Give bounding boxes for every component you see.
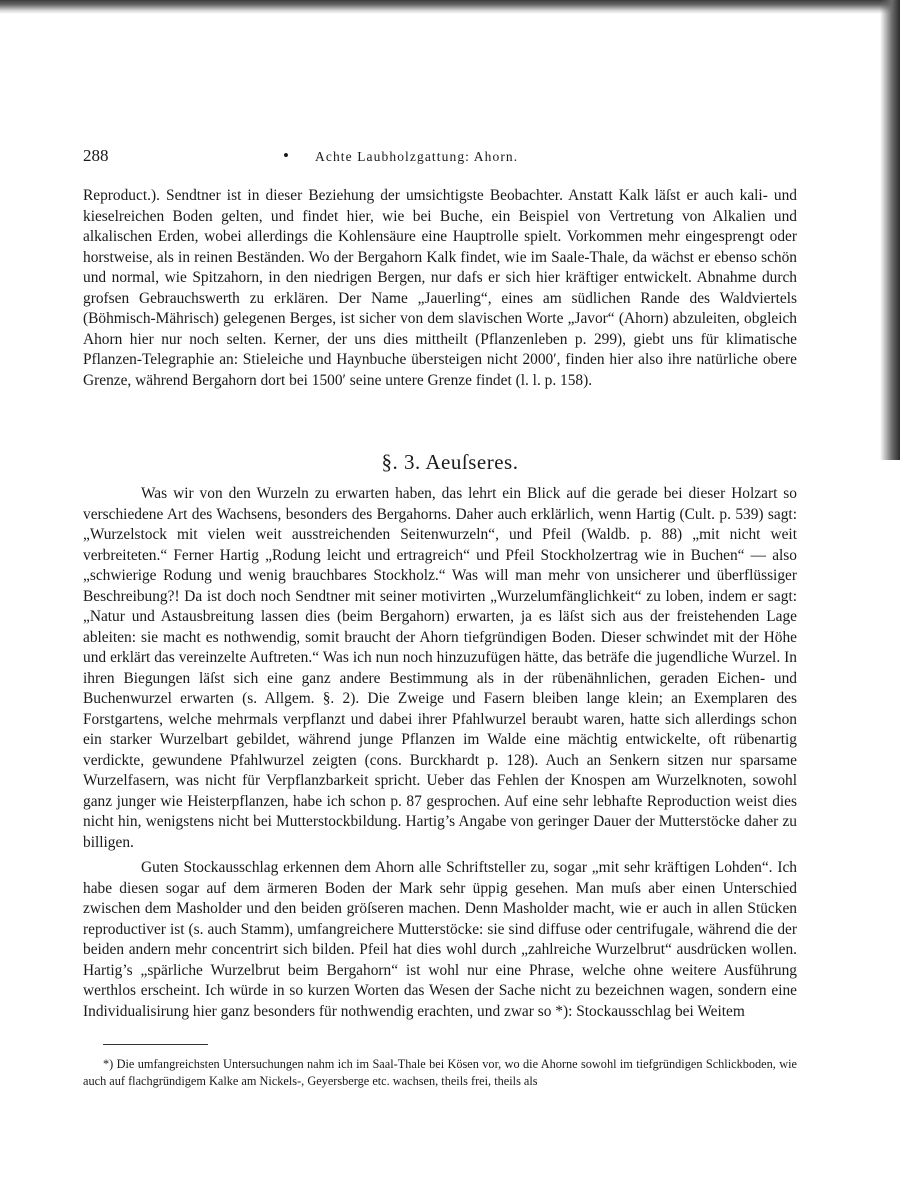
scan-right-edge bbox=[880, 0, 900, 460]
body-paragraph-1: Reproduct.). Sendtner ist in dieser Beziehung der umsichtigste Beobachter. Anstatt Kalk läſst er auch kali- und kieselreichen Boden gelten, und findet hier, wie bei Buche, ein Beispiel von Vertretung von Alkalien und alkalischen Erden, wobei allerdings die Kohlensäure eine Hauptrolle spielt. Vorkommen mehr eingesprengt oder horstweise, als in reinen Beständen. Wo der Bergahorn Kalk findet, wie im Saale-Thale, da wächst er ebenso schön und normal, wie Spitzahorn, in den niedrigen Bergen, nur dafs er sich hier kräftiger entwickelt. Abnahme durch grofsen Gebrauchswerth zu erklären. Der Name „Jauerling“, eines am südlichen Rande des Waldviertels (Böhmisch-Mährisch) gelegenen Berges, ist sicher von dem slavischen Worte „Javor“ (Ahorn) abzuleiten, obgleich Ahorn hier nur noch selten. Kerner, der uns dies mittheilt (Pflanzenleben p. 299), giebt uns für klimatische Pflanzen-Telegraphie an: Stieleiche und Haynbuche übersteigen nicht 2000′, finden hier also ihre natürliche obere Grenze, während Bergahorn dort bei 1500′ seine untere Grenze findet (l. l. p. 158). bbox=[83, 187, 797, 389]
header-dot: • bbox=[283, 146, 289, 165]
footnote: *) Die umfangreichsten Untersuchungen nahm ich im Saal-Thale bei Kösen vor, wo die Ahorne sowohl im tiefgründigen Schlickboden, wie auch auf flachgründigem Kalke am Nickels-, Geyersberge etc. wachsen, theils frei, theils als bbox=[83, 1057, 797, 1088]
scan-top-edge bbox=[0, 0, 900, 14]
page-number: 288 bbox=[83, 146, 109, 165]
body-paragraph-3: Guten Stockausschlag erkennen dem Ahorn alle Schriftsteller zu, sogar „mit sehr kräftigen Lohden“. Ich habe diesen sogar auf dem ärmeren Boden der Mark sehr üppig gesehen. Man muſs aber einen Unterschied zwischen dem Masholder und den beiden gröſseren machen. Denn Masholder macht, wie er auch in allen Stücken reproductiver ist (s. auch Stamm), umfangreichere Mutterstöcke: sie sind diffuse oder centrifugale, während die der beiden andern mehr concentrirt sich bilden. Pfeil hat dies wohl durch „zahlreiche Wurzelbrut“ ausdrücken wollen. Hartig’s „spärliche Wurzelbrut beim Bergahorn“ ist wohl nur eine Phrase, welche ohne weitere Ausführung werthlos erscheint. Ich würde in so kurzen Worten das Wesen der Sache nicht zu bezeichnen wagen, sondern eine Individualisirung hier ganz besonders für nothwendig erachten, und zwar so *): Stockausschlag bei Weitem bbox=[83, 859, 797, 1020]
running-title: Achte Laubholzgattung: Ahorn. bbox=[315, 149, 519, 164]
footnote-rule bbox=[103, 1044, 208, 1045]
section-heading: §. 3. Aeuſseres. bbox=[381, 450, 519, 474]
body-paragraph-2: Was wir von den Wurzeln zu erwarten haben, das lehrt ein Blick auf die gerade bei dieser Holzart so verschiedene Art des Wachsens, besonders des Bergahorns. Daher auch erklärlich, wenn Hartig (Cult. p. 539) sagt: „Wurzelstock mit vielen weit ausstreichenden Seitenwurzeln“, und Pfeil (Waldb. p. 88) „mit nicht weit verbreiteten.“ Ferner Hartig „Rodung leicht und ertragreich“ und Pfeil Stockholzertrag wie in Buchen“ — also „schwierige Rodung und wenig brauchbares Stockholz.“ Was will man mehr von unsicherer und überflüssiger Beschreibung?! Da ist doch noch Sendtner mit seiner motivirten „Wurzelumfänglichkeit“ zu loben, indem er sagt: „Natur und Astausbreitung lassen dies (beim Bergahorn) erwarten, ja es läſst sich aus der freistehenden Lage ableiten: sie macht es nothwendig, somit braucht der Ahorn tiefgründigen Boden. Dieser schwindet mit der Höhe und erklärt das vereinzelte Auftreten.“ Was ich nun noch hinzuzufügen hätte, das beträfe die jugendliche Wurzel. In ihren Biegungen läſst sich eine ganz andere Bestimmung als in der rübenähnlichen, geraden Eichen- und Buchenwurzel erwarten (s. Allgem. §. 2). Die Zweige und Fasern bleiben lange klein; an Exemplaren des Forstgartens, welche mehrmals verpflanzt und dabei ihrer Pfahlwurzel beraubt waren, hatte sich allerdings schon ein starker Wurzelbart gebildet, während junge Pflanzen im Walde eine mächtig entwickelte, oft rübenartig verdickte, gewundene Pfahlwurzel zeigten (cons. Burckhardt p. 128). Auch an Senkern sitzen nur sparsame Wurzelfasern, was nicht für Verpflanzbarkeit spricht. Ueber das Fehlen der Knospen am Wurzelknoten, sowohl ganz junger wie Heisterpflanzen, habe ich schon p. 87 gesprochen. Auf eine sehr lebhafte Reproduction weist dies nicht hin, wenigstens nicht bei Mutterstockbildung. Hartig’s Angabe von geringer Dauer der Mutterstöcke daher zu billigen. bbox=[83, 485, 797, 851]
page-header bbox=[83, 146, 795, 170]
